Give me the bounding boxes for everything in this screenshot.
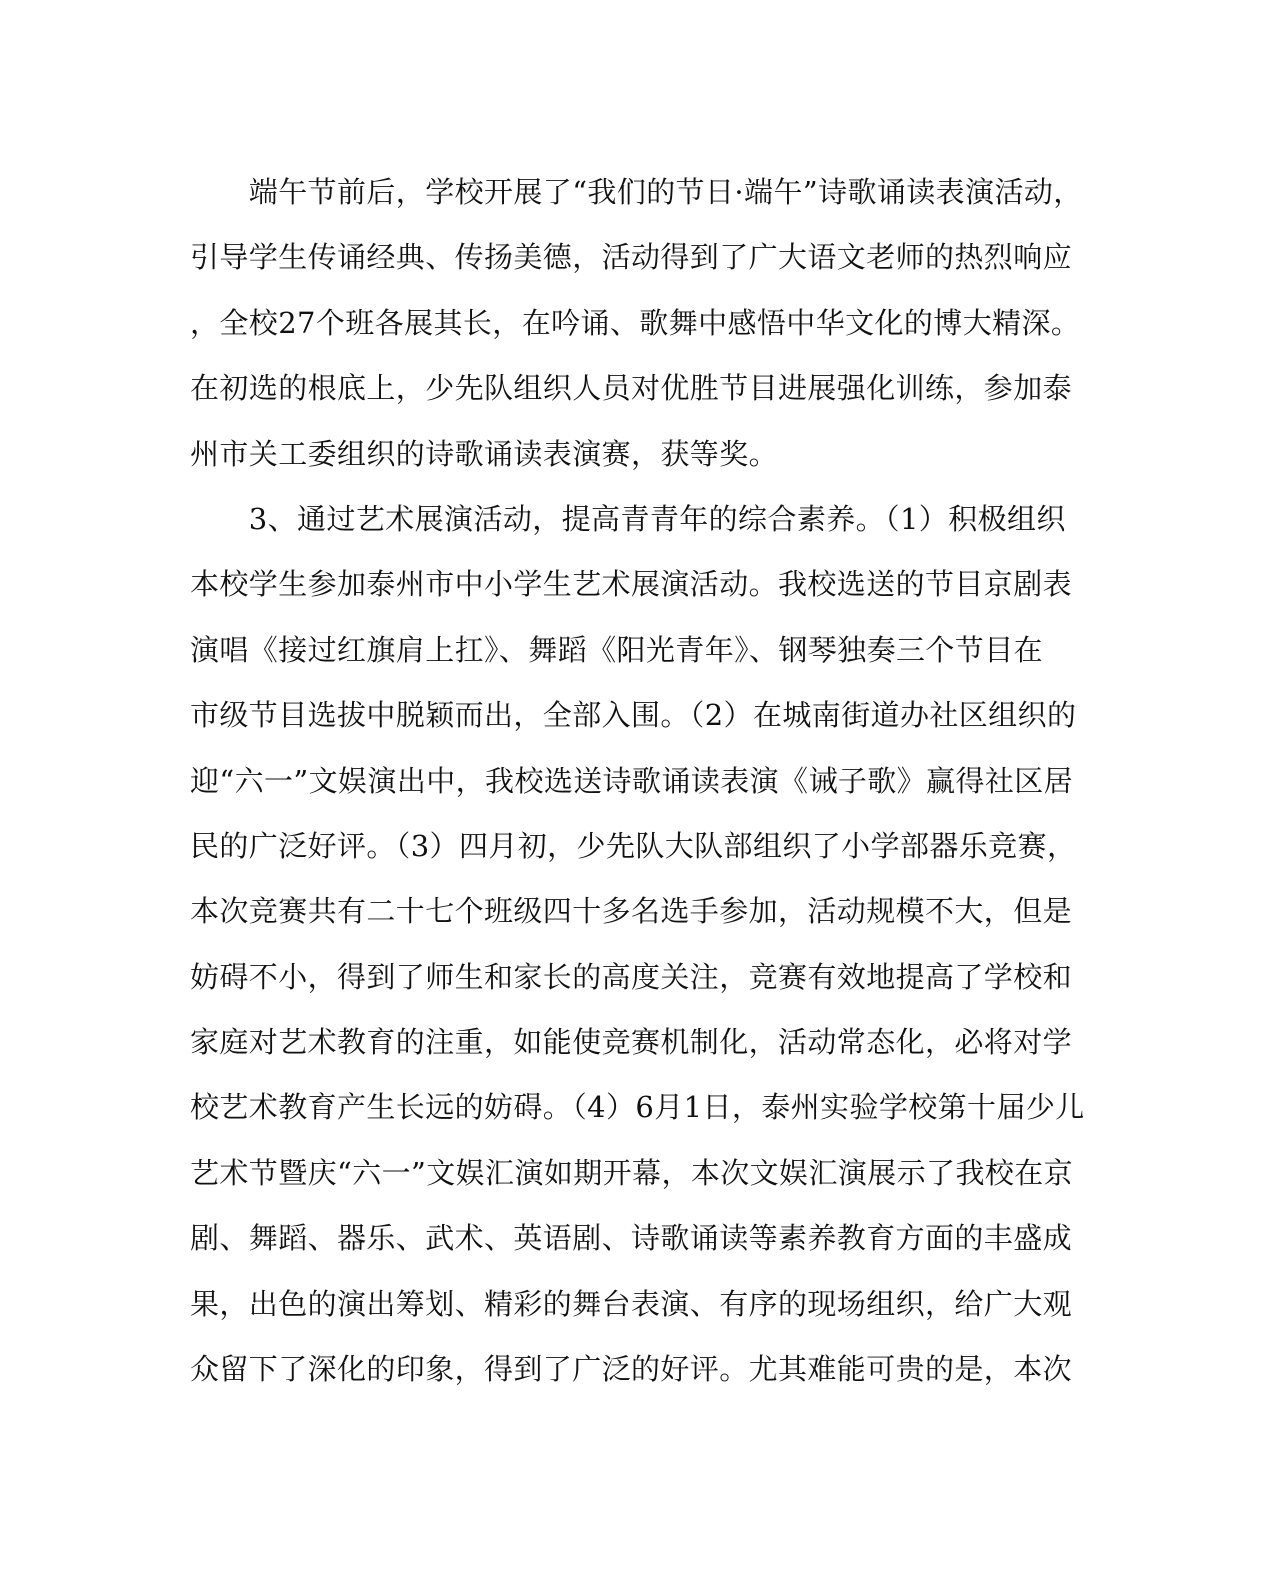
text-line: 校艺术教育产生长远的妨碍。（4）6月1日，泰州实验学校第十届少儿 (190, 1090, 1085, 1125)
text-line: 迎“六一”文娱演出中，我校选送诗歌诵读表演《诫子歌》赢得社区居 (190, 763, 1074, 798)
text-line: 本次竞赛共有二十七个班级四十多名选手参加，活动规模不大，但是 (190, 894, 1073, 929)
text-line: 妨碍不小，得到了师生和家长的高度关注，竞赛有效地提高了学校和 (190, 959, 1073, 994)
text-line: 剧、舞蹈、器乐、武术、英语剧、诗歌诵读等素养教育方面的丰盛成 (190, 1221, 1073, 1256)
text-line: 州市关工委组织的诗歌诵读表演赛，获等奖。 (190, 436, 779, 471)
text-line: 艺术节暨庆“六一”文娱汇演如期开幕，本次文娱汇演展示了我校在京 (190, 1155, 1074, 1190)
text-line: 民的广泛好评。（3）四月初，少先队大队部组织了小学部器乐竞赛， (190, 828, 1077, 863)
text-line: 引导学生传诵经典、传扬美德，活动得到了广大语文老师的热烈响应 (190, 240, 1073, 275)
body-text (190, 160, 1085, 1402)
text-line: 家庭对艺术教育的注重，如能使竞赛机制化，活动常态化，必将对学 (190, 1025, 1073, 1060)
text-line: 果，出色的演出筹划、精彩的舞台表演、有序的现场组织，给广大观 (190, 1286, 1073, 1321)
text-line: 本校学生参加泰州市中小学生艺术展演活动。我校选送的节目京剧表 (190, 567, 1073, 602)
text-line: 3、通过艺术展演活动，提高青青年的综合素养。（1）积极组织 (190, 501, 1066, 536)
text-line: ，全校27个班各展其长，在吟诵、歌舞中感悟中华文化的博大精深。 (190, 305, 1081, 340)
text-line: 众留下了深化的印象，得到了广泛的好评。尤其难能可贵的是，本次 (190, 1352, 1073, 1387)
text-line: 市级节目选拔中脱颖而出，全部入围。（2）在城南街道办社区组织的 (190, 698, 1077, 733)
text-line: 端午节前后，学校开展了“我们的节日·端午”诗歌诵读表演活动， (190, 175, 1083, 209)
text-line: 演唱《接过红旗肩上扛》、舞蹈《阳光青年》、钢琴独奏三个节目在 (190, 632, 1044, 667)
text-line: 在初选的根底上，少先队组织人员对优胜节目进展强化训练，参加泰 (190, 371, 1073, 406)
